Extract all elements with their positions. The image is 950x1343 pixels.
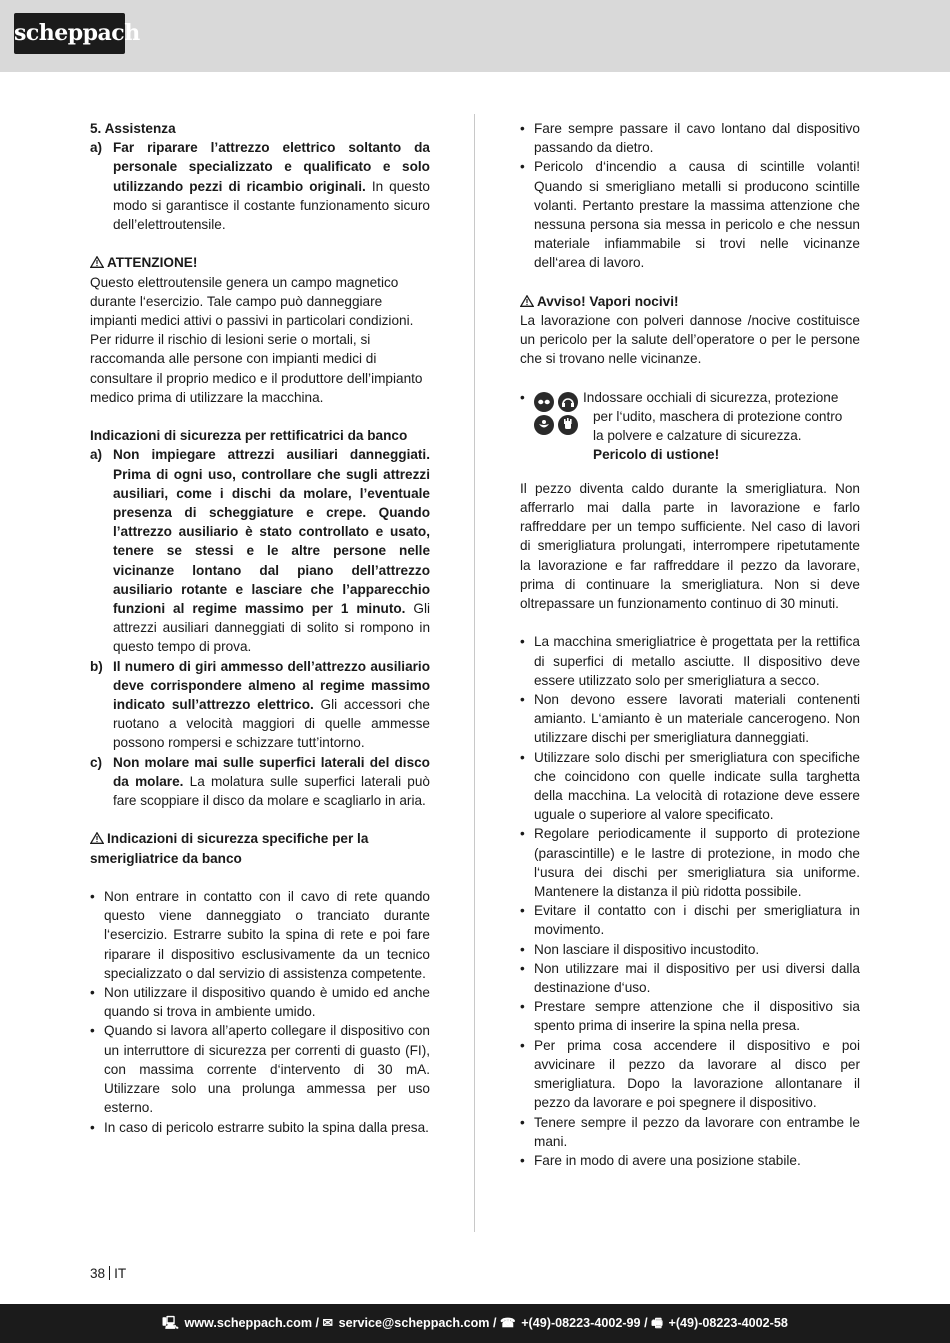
footer-phone: +(49)-08223-4002-99 [521,1316,641,1330]
list-item: • Tenere sempre il pezzo da lavorare con entrambe le mani. [520,1113,860,1151]
specific-safety-heading [90,829,430,867]
avviso-heading [520,292,860,311]
section-5-title: 5. Assistenza [90,121,176,136]
list-item: • Non lasciare il dispositivo incustodito. [520,940,860,959]
column-divider [474,114,475,1232]
logo-text: scheppach [14,20,140,46]
item-text: La molatura sulle superfici laterali può fare scoppiare il disco da molare e scagliarlo in aria. [113,773,430,809]
attention-heading [90,253,430,272]
item-text: Gli accessori che ruotano a velocità maggiori di quelle ammesse possono rompersi e schizzare tutt’intorno. [113,697,430,751]
warning-icon [90,256,104,268]
s5-item-a [90,138,430,234]
safety-item-c [90,753,430,811]
list-item: • Non devono essere lavorati materiali contenenti amianto. L‘amianto è un materiale cancerogeno. Non utilizzare dischi per smerigliatura danneggiati. [520,690,860,748]
scheppach-logo [14,13,140,54]
item-label: b) [90,658,103,674]
list-item: • In caso di pericolo estrarre subito la spina dalla presa. [90,1118,430,1137]
warning-icon [90,832,104,844]
list-item: • Evitare il contatto con i dischi per smerigliatura in movimento. [520,901,860,939]
burn-hazard-warning: Pericolo di ustione! [593,447,720,463]
footer-email[interactable]: service@scheppach.com [338,1316,490,1330]
list-item: • Pericolo d‘incendio a causa di scintille volanti! Quando si smerigliano metalli si producono scintille volanti. Pertanto prestare la massima attenzione che nessuna persona sia messa in pericolo e che nessun materiale infiammabile si trovi nelle vicinanze dell‘area di lavoro. [520,157,860,272]
item-text: Gli attrezzi ausiliari danneggiati di solito si rompono in questo tempo di prova. [113,601,430,655]
avviso-title: Avviso! Vapori nocivi! [537,293,679,309]
footer-website[interactable]: www.scheppach.com [184,1316,313,1330]
safety-gloves-icon [558,415,578,435]
right-column [520,119,860,1170]
warning-icon [520,295,534,307]
list-item: • Utilizzare solo dischi per smerigliatura con specifiche che coincidono con quelle indicate sulla targhetta della macchina. La velocità di rotazione deve essere uguale o superiore al valore specificato. [520,748,860,825]
ear-protection-icon [558,392,578,412]
computer-icon: 🖳 [162,1316,179,1330]
page-language: IT [114,1266,127,1281]
item-bold-text: Far riparare l’attrezzo elettrico soltanto da personale specializzato e qualificato e solo utilizzando pezzi di ricambio originali. [113,140,430,194]
dust-mask-icon [534,415,554,435]
list-item: • Quando si lavora all’aperto collegare il dispositivo con un interruttore di sicurezza per correnti di guasto (FI), con massima corrente d‘intervento di 30 mA. Utilizzare solo una prolunga ammessa per uso esterno. [90,1021,430,1117]
email-icon: ✉ [322,1316,334,1330]
ppe-notice: • Indossare occhiali di sicurezza, protezione per l‘udito, maschera di protezione contro la polvere e calzature di sicurezza. Pericolo di ustione! [520,388,860,465]
list-item: • Regolare periodicamente il supporto di protezione (parascintille) e le lastre di protezione, in modo che l‘usura dei dischi per smerigliatura sia uniforme. Mantenere la distanza il più ridotta possibile. [520,824,860,901]
list-item: • Per prima cosa accendere il dispositivo e poi avvicinare il pezzo da lavorare al disco per smerigliatura. Dopo la lavorazione allontanare il pezzo da lavorare e poi spegnere il dispositivo. [520,1036,860,1113]
page-number-value: 38 [90,1266,106,1281]
ppe-icons [534,390,580,436]
list-item: • Prestare sempre attenzione che il dispositivo sia spento prima di inserire la spina nella presa. [520,997,860,1035]
safety-item-b [90,657,430,753]
phone-icon: ☎ [500,1316,516,1330]
item-label: a) [90,447,103,463]
safety-goggles-icon [534,392,554,412]
item-label: a) [90,140,103,156]
avviso-text: La lavorazione con polveri dannose /nocive costituisce un pericolo per la salute dell’operatore o per le persone che si trovano nelle vicinanze. [520,313,860,367]
item-bold-text: Non impiegare attrezzi ausiliari danneggiati. Prima di ogni uso, controllare che sugli attrezzi ausiliari, come i dischi da molare, l’eventuale presenza di scheggiature e crepe. Quando l’attrezzo ausiliario è stato controllato e usato, tenere se stessi e le altre persone nelle vicinanze lontano dal piano dell’attrezzo ausiliario rotante e lasciare che l’apparecchio funzioni al regime massimo per 1 minuto. [113,447,430,617]
list-item: • La macchina smerigliatrice è progettata per la rettifica di superfici di metallo asciutte. Il dispositivo deve essere utilizzato solo per smerigliatura a secco. [520,632,860,690]
item-text: In questo modo si garantisce il costante funzionamento sicuro dell’elettroutensile. [113,178,430,233]
left-column [90,119,430,1137]
ppe-line-3: la polvere e calzature di sicurezza. [593,428,802,444]
ppe-text [534,388,860,465]
list-item: • Non utilizzare mai il dispositivo per usi diversi dalla destinazione d‘uso. [520,959,860,997]
safety-item-a [90,445,430,656]
attention-title: ATTENZIONE! [107,255,198,271]
footer-fax: +(49)-08223-4002-58 [668,1316,788,1330]
item-bold-text: Non molare mai sulle superfici laterali del disco da molare. [113,754,430,789]
safety-heading: Indicazioni di sicurezza per rettificatrici da banco [90,428,408,444]
page-header [0,0,950,72]
hot-workpiece-text: Il pezzo diventa caldo durante la smerigliatura. Non afferrarlo mai dalla parte in lavorazione e farlo raffreddare per un tempo sufficiente. Nel caso di lavori di smerigliatura prolungati, interrompere ripetutamente la lavorazione e far raffreddare il pezzo da lavorare, prima di continuare la smerigliatura. Non si deve oltrepassare un funzionamento continuo di 30 minuti. [520,480,860,612]
list-item: • Non entrare in contatto con il cavo di rete quando questo viene danneggiato o tranciato durante l‘esercizio. Estrarre subito la spina di rete e poi fare riparare il dispositivo esclusivamente da un tecnico specializzato o dal servizio di assistenza competente. [90,887,430,983]
page-number [90,1264,126,1283]
page-footer: 🖳 www.scheppach.com / ✉ service@scheppach.com / ☎ +(49)-08223-4002-99 / 🖷 +(49)-08223-4002-58 [0,1304,950,1343]
attention-text: Questo elettroutensile genera un campo magnetico durante l‘esercizio. Tale campo può danneggiare impianti medici attivi o passivi in particolari condizioni. Per ridurre il rischio di lesioni serie o mortali, si raccomanda alle persone con impianti medici di consultare il proprio medico e il produttore dell’impianto medico prima di utilizzare la macchina. [90,274,423,405]
page-separator [109,1266,110,1280]
list-item: • Non utilizzare il dispositivo quando è umido ed anche quando si trova in ambiente umido. [90,983,430,1021]
fax-icon: 🖷 [651,1316,663,1330]
list-item: • Fare in modo di avere una posizione stabile. [520,1151,860,1170]
item-bold-text: Il numero di giri ammesso dell’attrezzo ausiliario deve corrispondere almeno al regime massimo indicato sull’attrezzo elettrico. [113,658,430,713]
ppe-line-2: per l‘udito, maschera di protezione contro [593,409,843,425]
ppe-line-1: Indossare occhiali di sicurezza, protezione [583,389,839,405]
list-item: • Fare sempre passare il cavo lontano dal dispositivo passando da dietro. [520,119,860,157]
specific-safety-title: Indicazioni di sicurezza specifiche per la smerigliatrice da banco [90,831,369,866]
item-label: c) [90,754,103,770]
